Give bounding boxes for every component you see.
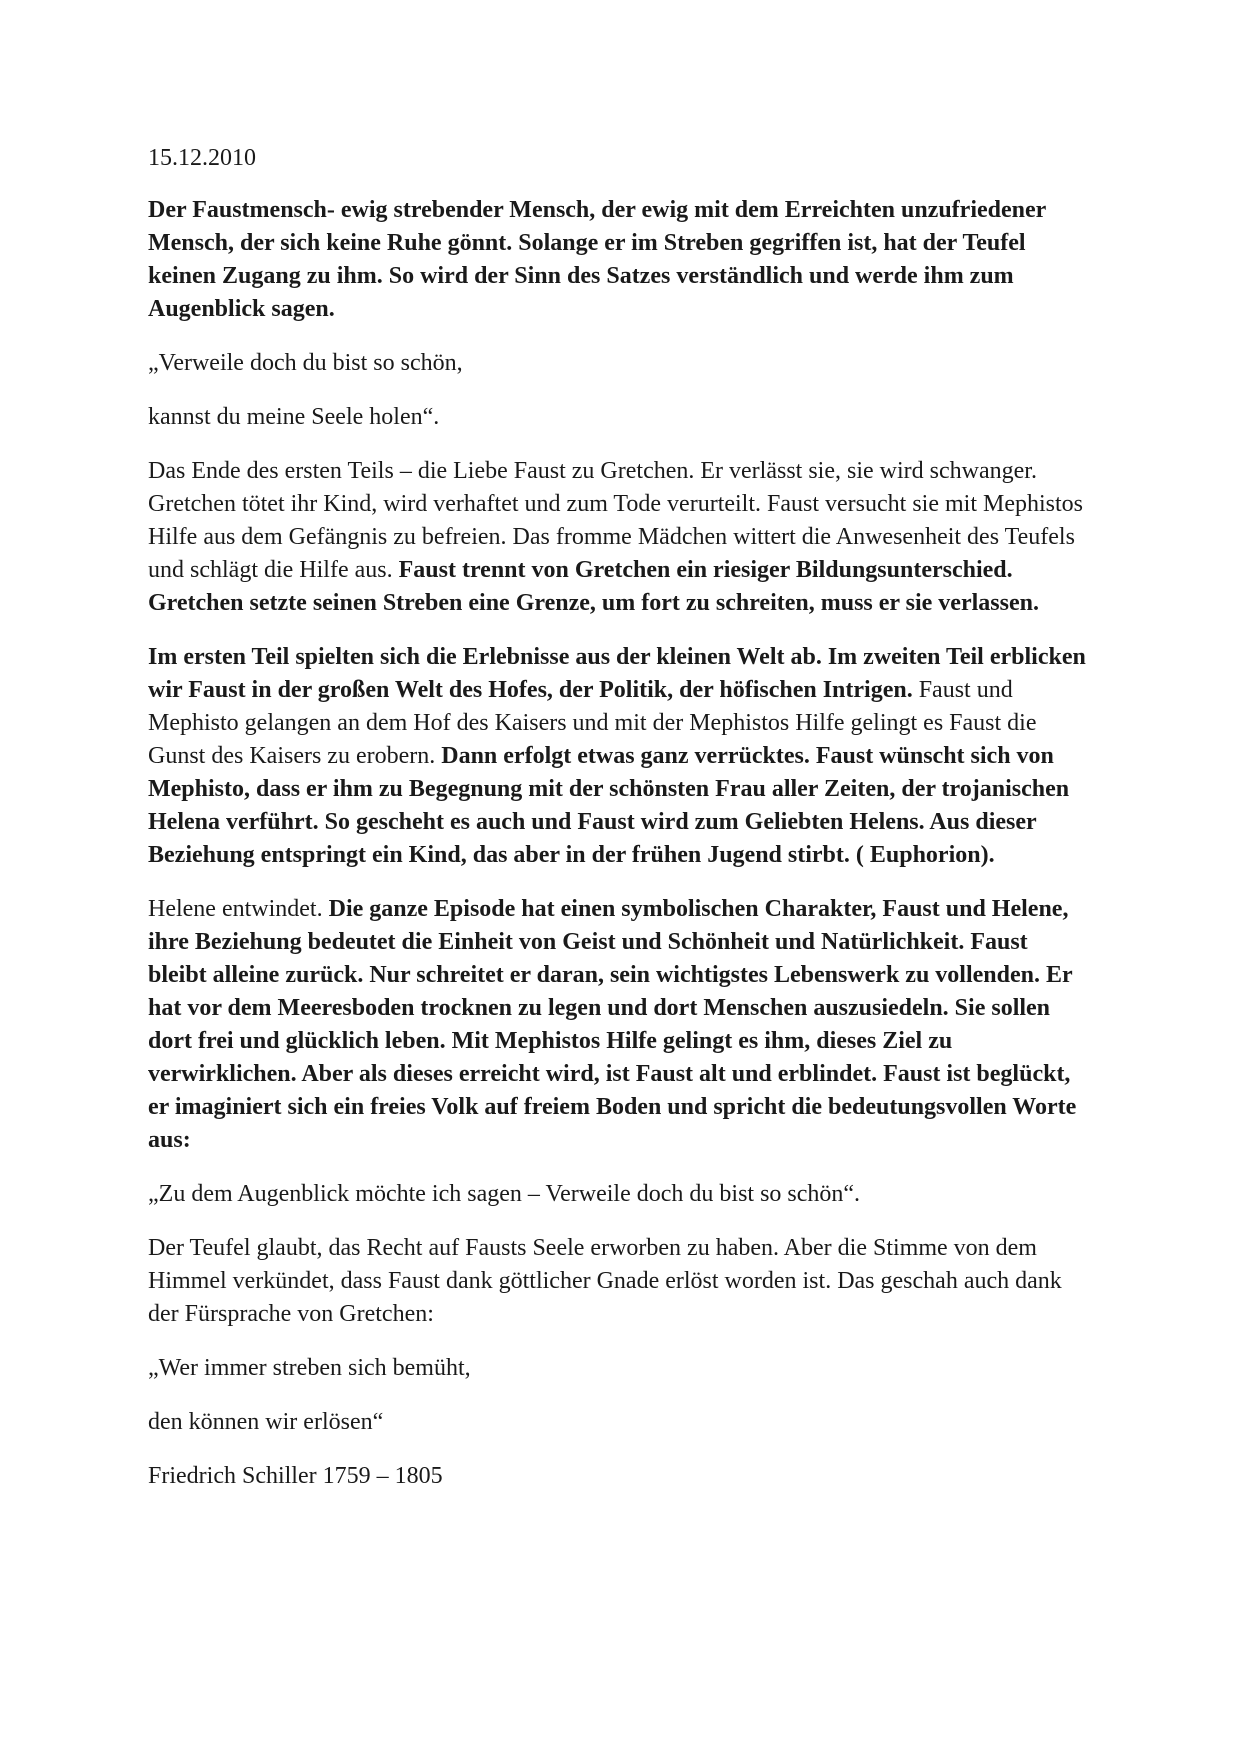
paragraph-faustmensch xyxy=(148,194,1088,326)
paragraph-zweiter-teil xyxy=(148,641,1088,872)
paragraph-faustmensch-bold: Der Faustmensch- ewig strebender Mensch, der ewig mit dem Erreichten unzufriedener Mensch, der sich keine Ruhe gönnt. Solange er im Streben gegriffen ist, hat der Teufel keinen Zugang zu ihm. So wird der Sinn des Satzes verständlich und werde ihm zum Augenblick sagen. xyxy=(148,197,1046,322)
quote-augenblick: „Zu dem Augenblick möchte ich sagen – Verweile doch du bist so schön“. xyxy=(148,1181,861,1207)
quote-verweile-line-2: kannst du meine Seele holen“. xyxy=(148,404,440,430)
paragraph-zweiter-teil-bold-a: Im ersten Teil spielten sich die Erlebnisse aus der kleinen Welt ab. Im zweiten Teil erblicken wir Faust in der großen Welt des Hofes, der Politik, der höfischen Intrigen. xyxy=(148,644,1086,703)
document-page xyxy=(148,142,1088,1514)
quote-verweile-line-1: „Verweile doch du bist so schön, xyxy=(148,350,463,376)
quote-streben-line-2: den können wir erlösen“ xyxy=(148,1409,384,1435)
author-line: Friedrich Schiller 1759 – 1805 xyxy=(148,1463,443,1489)
quote-streben-line-1: „Wer immer streben sich bemüht, xyxy=(148,1355,471,1381)
paragraph-helene xyxy=(148,893,1088,1157)
paragraph-zweiter-teil-bold-b: Dann erfolgt etwas ganz verrücktes. Faust wünscht sich von Mephisto, dass er ihm zu Begegnung mit der schönsten Frau aller Zeiten, der trojanischen Helena verführt. So gescheht es auch und Faust wird zum Geliebten Helens. Aus dieser Beziehung entspringt ein Kind, das aber in der frühen Jugend stirbt. ( Euphorion). xyxy=(148,743,1070,868)
paragraph-helene-normal: Helene entwindet. xyxy=(148,896,323,922)
paragraph-ende-erster-teil-normal: Das Ende des ersten Teils – die Liebe Faust zu Gretchen. Er verlässt sie, sie wird schwanger. Gretchen tötet ihr Kind, wird verhaftet und zum Tode verurteilt. Faust versucht sie mit Mephistos Hilfe aus dem Gefängnis zu befreien. Das fromme Mädchen wittert die Anwesenheit des Teufels und schlägt die Hilfe aus. xyxy=(148,458,1084,583)
document-date: 15.12.2010 xyxy=(148,145,256,171)
paragraph-ende-erster-teil xyxy=(148,455,1088,620)
paragraph-teufel: Der Teufel glaubt, das Recht auf Fausts Seele erworben zu haben. Aber die Stimme von dem Himmel verkündet, dass Faust dank göttlicher Gnade erlöst worden ist. Das geschah auch dank der Fürsprache von Gretchen: xyxy=(148,1235,1062,1327)
paragraph-helene-bold: Die ganze Episode hat einen symbolischen Charakter, Faust und Helene, ihre Beziehung bedeutet die Einheit von Geist und Schönheit und Natürlichkeit. Faust bleibt alleine zurück. Nur schreitet er daran, sein wichtigstes Lebenswerk zu vollenden. Er hat vor dem Meeresboden trocknen zu legen und dort Menschen auszusiedeln. Sie sollen dort frei und glücklich leben. Mit Mephistos Hilfe gelingt es ihm, dieses Ziel zu verwirklichen. Aber als dieses erreicht wird, ist Faust alt und erblindet. Faust ist beglückt, er imaginiert sich ein freies Volk auf freiem Boden und spricht die bedeutungsvollen Worte aus: xyxy=(148,896,1077,1153)
paragraph-ende-erster-teil-bold: Faust trennt von Gretchen ein riesiger Bildungsunterschied. Gretchen setzte seinen Streben eine Grenze, um fort zu schreiten, muss er sie verlassen. xyxy=(148,557,1039,616)
paragraph-zweiter-teil-normal: Faust und Mephisto gelangen an dem Hof des Kaisers und mit der Mephistos Hilfe gelingt es Faust die Gunst des Kaisers zu erobern. xyxy=(148,677,1037,769)
